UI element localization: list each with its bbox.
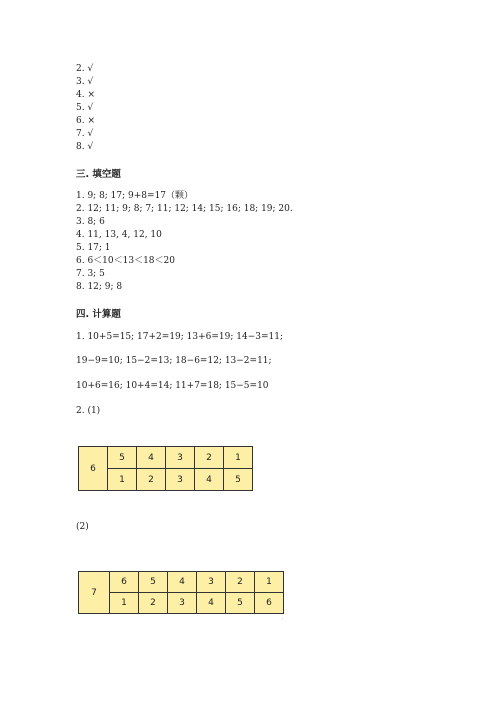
table-cell: 1 [108, 469, 137, 491]
table-cell: 2 [195, 447, 224, 469]
table-cell: 1 [224, 447, 253, 469]
section3-heading: 三. 填空题 [76, 169, 121, 180]
table-cell: 4 [195, 469, 224, 491]
fill-answer: 4. 11, 13, 4, 12, 10 [76, 230, 162, 240]
table-cell: 3 [166, 447, 195, 469]
section4-heading: 四. 计算题 [76, 309, 121, 320]
part2b-label: (2) [76, 522, 89, 532]
table-cell: 5 [226, 593, 255, 614]
fill-answer: 7. 3; 5 [76, 269, 105, 279]
table-cell: 1 [110, 593, 139, 614]
judgement-answer: 4. × [76, 90, 95, 100]
table-cell: 6 [255, 593, 284, 614]
table-cell: 2 [226, 572, 255, 593]
fill-answer: 3. 8; 6 [76, 217, 105, 227]
judgement-answer: 8. √ [76, 142, 94, 152]
table-cell: 3 [168, 593, 197, 614]
judgement-answer: 5. √ [76, 103, 94, 113]
fill-answer: 6. 6＜10＜13＜18＜20 [76, 256, 175, 266]
judgement-answer: 3. √ [76, 77, 94, 87]
fill-answer: 1. 9; 8; 17; 9+8=17（颗） [76, 191, 194, 201]
calc-line: 1. 10+5=15; 17+2=19; 13+6=19; 14−3=11; [76, 332, 284, 342]
table-cell: 4 [137, 447, 166, 469]
table-cell: 3 [166, 469, 195, 491]
fill-answer: 2. 12; 11; 9; 8; 7; 11; 12; 14; 15; 16; 18; 19; 20. [76, 204, 293, 214]
judgement-answer: 2. √ [76, 64, 94, 74]
judgement-answer: 7. √ [76, 129, 94, 139]
table-head-cell: 7 [79, 572, 110, 614]
table-cell: 5 [139, 572, 168, 593]
table-cell: 6 [110, 572, 139, 593]
table-cell: 4 [168, 572, 197, 593]
table-cell: 2 [137, 469, 166, 491]
table-cell: 5 [224, 469, 253, 491]
table-cell: 5 [108, 447, 137, 469]
calc-line: 19−9=10; 15−2=13; 18−6=12; 13−2=11; [76, 356, 272, 366]
part2-label: 2. (1) [76, 406, 101, 416]
table-cell: 1 [255, 572, 284, 593]
table-cell: 2 [139, 593, 168, 614]
judgement-answer: 6. × [76, 116, 95, 126]
fill-answer: 8. 12; 9; 8 [76, 282, 123, 292]
decomposition-table-6 [78, 446, 253, 491]
table-cell: 4 [197, 593, 226, 614]
calc-line: 10+6=16; 10+4=14; 11+7=18; 15−5=10 [76, 381, 269, 391]
table-head-cell: 6 [79, 447, 108, 491]
stray-mark: , [282, 615, 284, 620]
decomposition-table-7 [78, 571, 284, 614]
table-cell: 3 [197, 572, 226, 593]
fill-answer: 5. 17; 1 [76, 243, 111, 253]
